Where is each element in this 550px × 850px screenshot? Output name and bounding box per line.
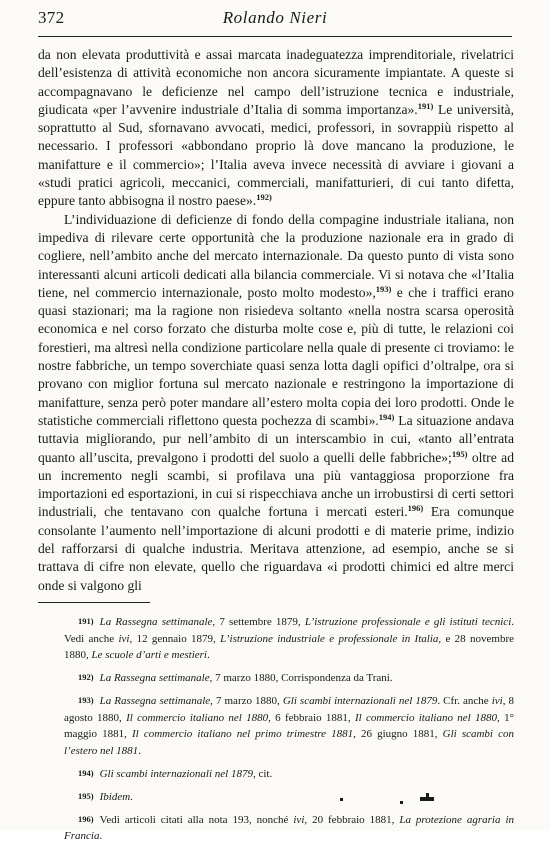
footnote-text: , 6 febbraio 1881, — [268, 711, 355, 724]
footnote-text: , 26 giugno 1881, — [353, 728, 443, 740]
footnote-number: 193) — [78, 695, 94, 705]
footnote-text: Vedi articoli citati alla nota 193, nonché — [99, 813, 294, 826]
page-number: 372 — [38, 8, 65, 27]
footnote-text: , 8 agosto 1880, — [64, 695, 515, 724]
citation-title: Gli scambi internazionali nel 1879 — [99, 767, 253, 780]
footnote-text: , 1° maggio 1881, — [64, 711, 514, 740]
footnote — [38, 669, 514, 687]
citation-title: L’istruzione professionale e gli istituti tecnici — [304, 616, 512, 628]
citation-title: Il commercio italiano nel 1880 — [126, 711, 269, 724]
body-text — [38, 46, 514, 595]
paragraph-text: La situazione andava tuttavia migliorando, pur nell’ambito di un interscambio in cui, «tanto all’entrata quanto all’uscita, prevalgono i prodotti del suolo a quelli delle fabbriche»; — [38, 412, 514, 465]
citation-title: ivi — [491, 695, 503, 707]
footnote-text: , 7 marzo 1880, — [210, 695, 283, 707]
citation-title: Gli scambi con l’estero nel 1881 — [64, 728, 514, 757]
footnote-number: 196) — [78, 813, 94, 824]
citation-title: L’istruzione industriale e professionale in Italia — [220, 632, 439, 645]
footnote-text: , 7 settembre 1879, — [212, 616, 305, 628]
page-header — [38, 6, 512, 37]
footnote-text: , e 28 novembre 1880, — [64, 632, 514, 661]
footnote-text: . Vedi anche — [64, 616, 515, 645]
footnotes-section — [38, 613, 514, 850]
footnote-reference[interactable]: 191) — [417, 100, 434, 111]
footnote-reference[interactable]: 195) — [451, 448, 468, 459]
footnote — [38, 811, 514, 845]
footnote-reference[interactable]: 192) — [256, 192, 272, 203]
footnote-text: . — [138, 744, 141, 757]
footnote-text: , 20 febbraio 1881, — [304, 813, 400, 826]
footnote-text: . — [130, 790, 133, 803]
citation-title: La Rassegna settimanale — [99, 672, 210, 684]
citation-title: La protezione agraria in Francia — [64, 813, 514, 842]
footnote — [38, 692, 514, 759]
body-paragraph — [38, 46, 514, 211]
footnote — [38, 613, 514, 664]
citation-title: Le scuole d’arti e mestieri — [91, 649, 207, 661]
footnote-text: , 7 marzo 1880, Corrispondenza da Trani. — [209, 672, 393, 684]
footnote-text: , 12 gennaio 1879, — [129, 632, 221, 645]
paragraph-text: Le università, soprattutto al Sud, sfornavano avvocati, medici, professori, in sovrappiù rispetto al necessario. I professori «abbondano proprio là dove mancano la produzione, le manifatture e il commercio»; l’Italia aveva invece necessità di avviare i giovani a «studi pratici agricoli, meccanici, commerciali, manifatturieri, di cui tanto difetta, eppure tanto abbisogna il nostro paese». — [38, 101, 514, 209]
citation-title: La Rassegna settimanale — [99, 616, 213, 628]
paragraph-text: Era comunque consolante l’aumento nell’importazione di alcuni prodotti e di materie prime, indizio del rafforzarsi di qualche industria. Meritava attenzione, ad esempio, anche se si trattava di cifre non elevate, quello che riguardava «i prodotti chimici ed altre merci onde si valgono gli — [38, 504, 514, 593]
footnote — [38, 765, 514, 783]
footnote-reference[interactable]: 193) — [375, 283, 392, 294]
citation-title: Il commercio italiano nel primo trimestre 1881 — [131, 728, 354, 740]
footnote-text: . — [99, 830, 103, 842]
citation-title: ivi — [293, 813, 305, 826]
footnote-separator — [38, 602, 150, 603]
footnote-number: 195) — [78, 790, 94, 801]
footnote-text: . Cfr. anche — [437, 695, 492, 707]
citation-title: Gli scambi internazionali nel 1879 — [282, 695, 438, 707]
paragraph-text: e che i traffici erano quasi stazionari; ma la ragione non risiedeva soltanto «nella nostra scarsa operosità economica e nel corso forzato che disturba molte cose e, più di tutte, le relazioni coi forestieri, ma altresì nella condizione particolare nella quale di presente ci troviamo: le nostre fabbriche, un tempo soverchiate quasi senza lotta dagli opifici d’oltralpe, ora si provano con miglior fortuna sul mercato nazionale e restringono la importazione di manifatture, senza però poter mandare all’estero molta copia dei loro prodotti. Onde le statistiche commerciali riflettono questa pochezza di scambi». — [38, 284, 514, 428]
paragraph-text: L’individuazione di deficienze di fondo della compagine industriale italiana, non impediva di rilevare certe opportunità che la produzione nazionale era in grado di cogliere, nell’ambito anche del mercato internazionale. Da questo punto di vista sono interessanti alcuni articoli dedicati alla bilancia commerciale. Vi si notava che «l’Italia tiene, nel commercio internazionale, posto molto modesto», — [38, 211, 514, 300]
footnote-reference[interactable]: 194) — [378, 411, 395, 422]
body-paragraph — [38, 211, 514, 595]
footnote-reference[interactable]: 196) — [407, 503, 424, 514]
footnote-number: 194) — [78, 767, 94, 778]
paragraph-text: oltre ad un incremento negli scambi, si profilava una più vantaggiosa proporzione fra importazioni ed esportazioni, in cui si rispecchiava anche un irrobustirsi di certi settori industriali, che tentavano con qualche fortuna i mercati esteri. — [38, 449, 514, 520]
citation-title: La Rassegna settimanale — [99, 695, 211, 707]
footnote-number: 192) — [78, 672, 94, 682]
citation-title: Ibidem — [99, 790, 131, 803]
running-head-author: Rolando Nieri — [222, 8, 328, 27]
print-specks — [336, 795, 446, 809]
footnote-text: , cit. — [252, 767, 273, 780]
footnote-text: . — [206, 649, 210, 661]
citation-title: ivi — [118, 632, 130, 645]
paragraph-text: da non elevata produttività e assai marcata inadeguatezza imprenditoriale, rivelatrici dell’esistenza di attività economiche non ancora sicuramente impiantate. A queste si accompagnavano le deficienze nel campo dell’istruzione tecnica e industriale, giudicata «per l’avvenire industriale d’Italia di somma importanza». — [38, 47, 514, 117]
footnote-number: 191) — [78, 616, 94, 626]
citation-title: Il commercio italiano nel 1880 — [354, 711, 498, 724]
